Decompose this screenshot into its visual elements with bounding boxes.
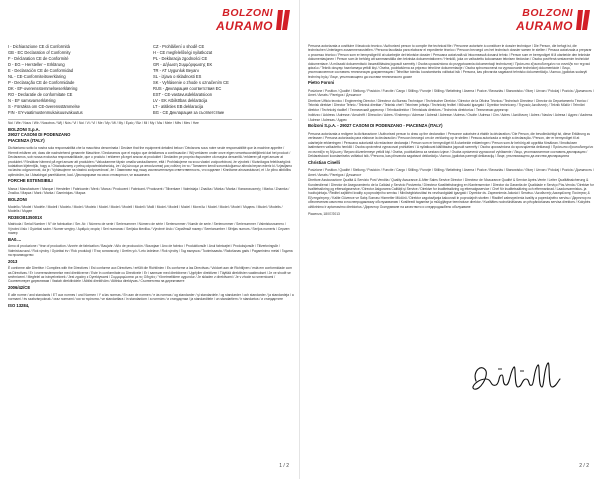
directive-label: È conforme alle Direttive / Complies with the Directives / Est conforme aux Directives / erfüllt die Richtlinien / Es conforme a las Directivas / Voldoet aan de Richtlijnen / está em conformidade com as Directivas / Er i overensstemmelse med direktiverne / Este în conformitate cu Directivele / Er i samsvar med direktivene / Uppfyller direktiven / Täyttää direktiivien vaatimukset / Je ve shodě se směrnicemi / Megfelel az irányelveknek / Jest zgodny z Dyrektywami / Συμμορφώνεται με τις Οδηγίες / Yönetmeliklere uygundur / Je skladen z direktivami / Je v zhode so smernicami / Соответствует директивам / Vastab direktiividele / Atbilst direktīvām / Atitinka direktyvas / Съответства на директивите (8, 266, 293, 284)
language-line: DK - EF-overensstemmelseserklæring (8, 86, 78, 91)
logo-mark-icon (575, 8, 591, 32)
address-value: Bolzoni S.p.A. - 29027 CASONI DI PODENZANO - PIACENZA (ITALY) (308, 123, 443, 129)
serial-value: BA0.... (8, 236, 22, 242)
year-value: 2013 (8, 258, 18, 264)
position-value: Direttore Ufficio tecnico / Engineering Director / Directeur du Bureau Technique / Technischer Direktor / Director de la Oficina Técnica / Technisch Directeur / Director do Departamento Técnico / Teknisk direktør / Director Tehnic / Teknisk direktør / Teknisk chef / Tekninen johtaja / Technický ředitel / Műszaki igazgató / Dyrektor techniczny / Τεχνικός Διευθυντής / Teknik Müdür / Tehnični direktor / Technický riaditeľ / Технический директор / Tehnikadirektor / Tehniskais direktors / Techninis direktorius / Технически директор (308, 99, 589, 112)
company-city: PIACENZA (ITALY) (8, 137, 45, 143)
languages-col-2 (153, 44, 298, 116)
language-line: CZ - Prohlášení o shodě CE (153, 44, 205, 49)
year-label: Anno di produzione / Year of production / Année de fabrication / Baujahr / Año de producción / Bouwjaar / Ano de fabrico / Produktionsår / Anul fabricaţiei / Produksjonsår / Tillverkningsår / Valmistusvuosi / Rok výroby / Gyártási év / Rok produkcji / Έτος κατασκευής / Üretim yılı / Leto izdelave / Rok výroby / Год выпуска / Tootmisaasta / Ražošanas gads / Pagaminimo metai / Година на производство (8, 244, 293, 257)
language-line: FIN - EY-vaatimustenmukaisuusvakuutus (8, 110, 83, 115)
language-line: E - Declaración CE de Conformidad (8, 68, 74, 73)
company-name: BOLZONI S.p.A. (8, 126, 40, 132)
language-line: EST - CE-vastavusdeklaratsioon (153, 92, 213, 97)
page-2 (300, 0, 599, 479)
language-line: I - Dichiarazione CE di Conformità (8, 44, 70, 49)
language-line: RUS - Декларация соответствия ЕС (153, 86, 222, 91)
manufacturer-value: BOLZONI (8, 197, 27, 202)
divider (8, 119, 292, 120)
language-line: SK - Vyhlásenie o zhode s označením CE (153, 80, 229, 85)
declaration-person-label: Persona autorizzata a redigere la dichiarazione / Authorised person to draw up the declaration / Personne autorisée à établir la déclaration / Die Person, die bevollmächtigt ist, diese Erklärung zu verfassen / Persona autorizada para elaborar la declaración / Persoon bevoegd om de verklaring op te stellen / Pessoa autorizada a redigir a declaração / Person, der er bemyndiget til at udarbejde erklæringen / Persoana autorizată să redacteze declaraţia / Person som er bemyndiget til å utarbeide erklæringen / Person som är behörig att upprätta försäkran / Ilmoituksen laatimiseen valtuutettu henkilö / Osoba oprávněná vypracovat prohlášení / A nyilatkozat kiállítására jogosult személy / Osoba upoważniona do sporządzenia deklaracji / Πρόσωπο εξουσιοδοτημένο να συντάξει τη δήλωση / Beyanı düzenlemeye yetkili kişi / Oseba, pooblaščena za sestavo izjave / Osoba oprávnená vypracovať vyhlásenie / Лицо, уполномоченное составить декларацию / Deklaratsiooni koostamiseks volitatud isik / Persona, kas pilnvarota sagatavot deklarāciju / Asmuo, įgaliotas parengti deklaraciją / Лице, упълномощено да изготви декларацията (308, 132, 594, 159)
position-value-2: Direttore Assicurazione Qualità & Servizio Post Vendita / Quality Assurance & After Sales Service Director / Directeur de l'Assurance Qualité & Service Après-Vente / Leiter Qualitätssicherung & Kundendienst / Director de Aseguramiento de la Calidad y Servicio Postventa / Directeur Kwaliteitsborging en Klantenservice / Director da Garantia de Qualidade e Serviço Pós-Venda / Direktør for kvalitetssikring og eftersalgsservice / Director Asigurarea Calităţii şi Service / Direktør for kvalitetssikring og ettersalgsservice / Chef för kvalitetssäkring och eftermarknad / Laadunvarmistus- ja huoltojohtaja / Ředitel zajištění kvality a poprodejního servisu / Minőségbiztosítási és vevőszolgálati igazgató / Dyrektor ds. Zapewnienia Jakości i Serwisu / Διευθυντής Διασφάλισης Ποιότητας & Εξυπηρέτησης / Kalite Güvence ve Satış Sonrası Hizmetler Müdürü / Direktor zagotavljanja kakovosti in poprodajnih storitev / Riaditeľ zabezpečenia kvality a popredajného servisu / Директор по обеспечению качества и послепродажному обслуживанию / Kvaliteedi tagamise ja müügijärgse teeninduse direktor / Kvalitātes nodrošināšanas un pēcpārdošanas servisa direktors / Kokybės užtikrinimo ir aptarnavimo direktorius / Директор Осигуряване на качеството и следпродажбено обслужване (308, 178, 594, 209)
language-line: LV - EK Atbilstības deklarācija (153, 98, 208, 103)
language-line: H - CE megfelelőségi nyilatkozat (153, 50, 213, 55)
pronoun-line: Noi / We / Nous / Wir / Nosotros / Wij / Nós / Vi / Noi / Vi / Vi / Me / My / Mi / My / Εμείς / Biz / Mi / My / Мы / Meie / Mēs / Mes / Ние (8, 121, 199, 125)
language-line: NL - CE-Conformiteitsverklaring (8, 74, 66, 79)
position-label: Posizione / Position / Qualité / Stellung / Posición / Functie / Cargo / Stilling / Funcţie / Stilling / Befattning / Asema / Pozice / Beosztás / Stanowisko / Θέση / Unvan / Položaj / Pozícia / Должность / Amet / Amats / Pareigos / Длъжност (308, 89, 594, 98)
serial-label: Matricola / Serial Number / N° de fabrication / Ser.-Nr. / Número de serie / Serienummer / Número de série / Serienummer / Număr de serie / Serienummer / Serienummer / Valmistusnumero / Výrobní číslo / Gyártási szám / Numer seryjny / Αριθμός σειράς / Seri numarası / Serijska številka / Výrobné číslo / Серийный номер / Seerianumber / Sērijas numurs / Serijos numeris / Сериен номер (8, 222, 290, 235)
page-1 (0, 0, 299, 479)
signature-image (468, 357, 563, 399)
norms-value: ISO 13284, (8, 302, 30, 308)
page1-body (8, 121, 294, 308)
product-name: FORCHE ESTENSIBILI (8, 178, 53, 184)
norms-label: E alle norme / and standards / ET aux normes / und Normen / Y a las normas / En aan de normen / e às normas / og standarder / şi standardele / og standarder / och standarder / ja standardeja / a normami / és szabványoknak / oraz normami / και τα πρότυπα / ve standartlara / in standardom / a normám / и стандартам / ja standarditele / un standartiem / ir standartus / и стандартите (8, 292, 294, 301)
company-address: 29027 CASONI DI PODENZANO (8, 132, 71, 138)
position-label-2: Posizione / Position / Qualité / Stellung / Posición / Functie / Cargo / Stilling / Funcţie / Stilling / Befattning / Asema / Pozice / Beosztás / Stanowisko / Θέση / Unvan / Položaj / Pozícia / Должность / Amet / Amats / Pareigos / Длъжност (308, 168, 594, 177)
bolzoni-auramo-logo (201, 6, 291, 36)
logo-text-top: BOLZONI (522, 7, 573, 19)
language-line: PL - Deklaracja zgodności CE (153, 56, 208, 61)
language-line: S - Försäkra om CE-överensstämmelse (8, 104, 80, 109)
language-line: GR - Δήλωση Συμμόρφωσης ΕΚ (153, 62, 213, 67)
logo-mark-icon (275, 8, 291, 32)
language-line: GB - EC Declaration of Conformity (8, 50, 71, 55)
language-line: SL - izjava o skladnosti ES (153, 74, 202, 79)
page-number: 1 / 2 (279, 463, 289, 469)
declaration-text: Dichiariamo sotto la nostra sola responsabilità che la macchina denominata / Declare that the equipment detailed below / Déclarons sous notre seule responsabilité que la machine appelée / Hiermit erklären wir, dass die nachstehend genannte Maschine / Declaramos que el equipo que detallamos a continuación / Wij verklaren onder onze eigen verantwoordelijkheid dat het product / Declaramos, sob nossa exclusiva responsabilidade, que o produto / erklærer på eget ansvar at produktet / Declarăm pe propria răspundere că maşina denumită / erklærer på eget ansvar at produktet / Försäkrar härmed på eget ansvar att produkten / Vakuutamme täysin omalla vastuullamme, että / Prohlašujeme na svou vlastní zodpovědnost, že výrobek / Kizárólagos felelősségünk tudatában kijelentjük, hogy a / Oświadczamy z pełną odpowiedzialnością, że / Δηλώνουμε με αποκλειστική μας ευθύνη ότι το / Tamamen kendi sorumluluğumuz altında beyan ederiz ki / Izjavljamo na lastno odgovornost, da je / Vyhlasujeme na vlastnú zodpovednosť, že / Заявляем под нашу исключительную ответственность, что изделие / Kinnitame ainuvastutusel, et / Ar pilnu atbildību apliecinām, ka / Atsakingai pareiškiame, kad / Декларираме на своя отговорност, че машината (8, 146, 293, 177)
bolzoni-auramo-logo (501, 6, 591, 36)
language-line: F - Déclaration CE de Conformité (8, 56, 69, 61)
language-line: BG - CE Декларация за съответствие (153, 110, 225, 115)
logo-text-top: BOLZONI (222, 7, 273, 19)
directive-value: 2006/42/CE (8, 285, 31, 290)
technical-file-person-name: Pietro Foroni (308, 80, 335, 86)
model-value: RD3EOB135001X (8, 214, 43, 220)
logo-text-bottom: AURAMO (216, 19, 273, 33)
language-line: RO - Declaratie de conformitate CE (8, 92, 73, 97)
language-line: N - EF samsvarserklæring (8, 98, 56, 103)
languages-col-1 (8, 44, 148, 116)
technical-file-person-label: Persona autorizzata a costituire il fascicolo tecnico / Authorized person to compile the technical file / Personne autorisée à constituer le dossier technique / Die Person, die befugt ist, die technischen Unterlagen zusammenzustellen / Persona facultada para elaborar el expediente técnico / Persoon bevoegd om het technisch dossier samen te stellen / Pessoa autorizada a preparar o processo técnico / Person som er bemyndiget til at udarbejde det tekniske dossier / Persoana autorizată să întocmească dosarul tehnic / Person som er bemyndiget til å utarbeide den tekniske dokumentasjonen / Person som är behörig att sammanställa den tekniska dokumentationen / Henkilö, joka on valtuutettu kokoamaan teknisen tiedoston / Osoba pověřená sestavením technické dokumentace / A műszaki dokumentáció összeállítására jogosult személy / Osoba upoważniona do przygotowania dokumentacji technicznej / Πρόσωπο εξουσιοδοτημένο να συντάξει τον τεχνικό φάκελο / Teknik dosyayı hazırlamaya yetkili kişi / Oseba, pooblaščena za pripravo tehnične dokumentacije / Osoba splnomocnená na vypracovanie technickej dokumentácie / Лицо, уполномоченное составить техническую документацию / Tehnilise toimiku koostamiseks volitatud isik / Persona, kas pilnvarota sagatavot tehnisko dokumentāciju / Asmuo, įgaliotas sudaryti techninę bylą / Лице, упълномощено да състави техническото досие (308, 44, 592, 79)
manufacturer-label: Marca / Manufacturer / Marque / Hersteller / Fabricante / Merk / Marca / Producent / Fabricant / Produsent / Tillverkare / Valmistaja / Značka / Márka / Marka / Κατασκευαστής / Marka / Znamka / Značka / Марка / Mark / Marka / Gamintojas / Марка (8, 187, 290, 196)
language-line: LT - atitikties EB deklaracija (153, 104, 204, 109)
declaration-person-name: Christian Cinelli (308, 159, 340, 165)
language-line: TR - AT Uygunluk Beyanı (153, 68, 199, 73)
page2-body (308, 44, 594, 218)
logo-text-bottom: AURAMO (516, 19, 573, 33)
model-label: Modello / Model / Modèle / Modell / Modelo / Model / Modelo / Model / Model / Modell / Modell / Malli / Model / Modell / Model / Μοντέλο / Model / Model / Model / Модель / Mudel / Modelis / Modelis / Модел (8, 204, 283, 213)
language-line: D - EG – Hersteller – Erklärung (8, 62, 65, 67)
language-line: P - Declaração CE de Conformidade (8, 80, 75, 85)
address-label: Indirizzo / Address / Adresse / Anschrift / Dirección / Adres / Endereço / Adresse / Adresă / Adresse / Adress / Osoite / Adresa / Cím / Adres / Διεύθυνση / Adres / Naslov / Adresa / Адрес / Aadress / Adrese / Adresas / Адрес (308, 113, 593, 122)
place-date: Piacenza, 18/07/2013 (308, 212, 340, 217)
page-number: 2 / 2 (579, 463, 589, 469)
